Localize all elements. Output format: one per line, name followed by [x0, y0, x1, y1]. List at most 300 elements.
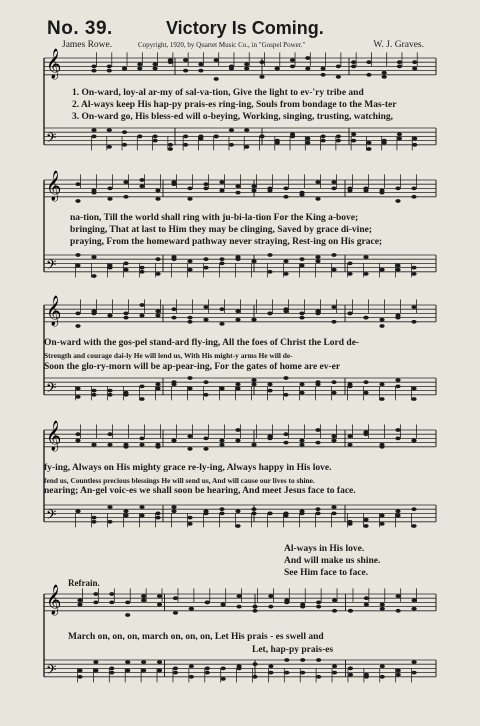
note-head: [141, 598, 146, 602]
note-head: [379, 514, 384, 518]
note-head: [203, 318, 208, 322]
note-head: [107, 389, 112, 393]
note-head: [107, 145, 112, 149]
note-head: [336, 139, 341, 143]
note-head: [155, 512, 160, 516]
note-head: [139, 397, 144, 401]
note-head: [363, 432, 368, 436]
refrain-label: Refrain.: [68, 578, 100, 588]
lyric-line-s4-v3: nearing; An-gel voic-es we shall soon be hearing, And meet Jesus face to face.: [44, 486, 356, 496]
note-head: [236, 605, 241, 609]
note-head: [157, 669, 162, 673]
note-head: [380, 607, 385, 611]
note-head: [380, 675, 385, 679]
note-head: [219, 322, 224, 326]
note-head: [331, 434, 336, 438]
note-head: [173, 671, 178, 675]
note-head: [189, 664, 194, 668]
treble-clef-icon: 𝄞: [46, 585, 62, 615]
note-head: [267, 382, 272, 386]
note-head: [316, 675, 321, 679]
note-head: [348, 673, 353, 677]
note-head: [332, 664, 337, 668]
note-head: [155, 445, 160, 449]
note-head: [299, 439, 304, 443]
note-head: [109, 601, 114, 605]
echo-lyric-v2: And will make us shine.: [284, 556, 381, 566]
note-head: [155, 197, 160, 201]
note-head: [229, 67, 234, 71]
note-head: [155, 309, 160, 313]
note-head: [251, 184, 256, 188]
note-head: [251, 378, 256, 382]
note-head: [123, 312, 128, 316]
note-head: [379, 445, 384, 449]
note-head: [316, 658, 321, 662]
note-head: [316, 605, 321, 609]
note-head: [290, 132, 295, 136]
note-head: [320, 139, 325, 143]
lyric-line-s3-v1: On-ward with the gos-pel stand-ard fly-ing, All the foes of Christ the Lord de-: [44, 338, 360, 348]
note-head: [364, 675, 369, 679]
bass-clef-icon: 𝄢: [46, 662, 57, 681]
note-head: [107, 314, 112, 318]
note-head: [107, 65, 112, 69]
note-head: [109, 592, 114, 596]
note-head: [283, 187, 288, 191]
note-head: [268, 594, 273, 598]
note-head: [75, 509, 80, 513]
note-head: [183, 143, 188, 147]
note-head: [91, 443, 96, 447]
note-head: [91, 255, 96, 259]
lyric-line-s1-v2: 2. Al-ways keep His hap-py prais-es ring-ing, Souls from bondage to the Mas-ter: [72, 100, 397, 110]
refrain-lyric-2: Let, hap-py prais-es: [252, 645, 334, 655]
note-head: [411, 507, 416, 511]
note-head: [137, 62, 142, 66]
note-head: [259, 135, 264, 139]
note-head: [155, 189, 160, 193]
note-head: [252, 605, 257, 609]
note-head: [348, 609, 353, 613]
note-head: [75, 387, 80, 391]
note-head: [382, 71, 387, 75]
note-head: [395, 264, 400, 268]
note-head: [203, 305, 208, 309]
note-head: [235, 428, 240, 432]
note-head: [299, 316, 304, 320]
note-head: [268, 671, 273, 675]
note-head: [267, 434, 272, 438]
note-head: [299, 264, 304, 268]
note-head: [235, 309, 240, 313]
note-head: [382, 75, 387, 79]
note-head: [252, 662, 257, 666]
note-head: [305, 67, 310, 71]
note-head: [125, 613, 130, 617]
note-head: [299, 193, 304, 197]
note-head: [366, 73, 371, 77]
note-head: [315, 197, 320, 201]
note-head: [336, 135, 341, 139]
note-head: [77, 675, 82, 679]
note-head: [395, 378, 400, 382]
note-head: [412, 143, 417, 147]
note-head: [305, 137, 310, 141]
note-head: [351, 139, 356, 143]
note-head: [315, 255, 320, 259]
note-head: [411, 195, 416, 199]
hymn-number: No. 39.: [47, 18, 113, 39]
note-head: [203, 380, 208, 384]
note-head: [219, 439, 224, 443]
note-head: [347, 522, 352, 526]
note-head: [91, 191, 96, 195]
note-head: [123, 180, 128, 184]
note-head: [244, 145, 249, 149]
note-head: [397, 132, 402, 136]
note-head: [203, 257, 208, 261]
note-head: [347, 434, 352, 438]
note-head: [139, 437, 144, 441]
note-head: [77, 603, 82, 607]
note-head: [198, 135, 203, 139]
note-head: [219, 443, 224, 447]
echo-lyric-v1: Al-ways in His love.: [284, 544, 365, 554]
note-head: [363, 272, 368, 276]
note-head: [109, 671, 114, 675]
note-head: [198, 62, 203, 66]
note-head: [395, 509, 400, 513]
note-head: [395, 514, 400, 518]
note-head: [203, 509, 208, 513]
note-head: [93, 660, 98, 664]
note-head: [299, 257, 304, 261]
note-head: [235, 439, 240, 443]
note-head: [123, 393, 128, 397]
lyric-line-s3-v2: Strength and courage dai-ly He will lend us, With His might-y arms He will de-: [44, 351, 293, 360]
note-head: [275, 67, 280, 71]
note-head: [283, 393, 288, 397]
note-head: [251, 259, 256, 263]
note-head: [93, 601, 98, 605]
note-head: [315, 428, 320, 432]
note-head: [187, 320, 192, 324]
note-head: [139, 314, 144, 318]
note-head: [139, 270, 144, 274]
note-head: [107, 505, 112, 509]
note-head: [299, 382, 304, 386]
note-head: [187, 516, 192, 520]
note-head: [235, 387, 240, 391]
note-head: [125, 601, 130, 605]
note-head: [363, 189, 368, 193]
note-head: [411, 387, 416, 391]
note-head: [331, 505, 336, 509]
note-head: [363, 380, 368, 384]
note-head: [331, 305, 336, 309]
note-head: [331, 180, 336, 184]
note-head: [397, 137, 402, 141]
note-head: [316, 601, 321, 605]
note-head: [171, 316, 176, 320]
note-head: [75, 199, 80, 203]
note-head: [93, 592, 98, 596]
echo-lyric-v3: See Him face to face.: [284, 568, 369, 578]
composer: W. J. Graves.: [373, 40, 424, 50]
note-head: [139, 266, 144, 270]
note-head: [91, 520, 96, 524]
note-head: [91, 309, 96, 313]
note-head: [267, 253, 272, 257]
note-head: [171, 380, 176, 384]
note-head: [395, 187, 400, 191]
note-head: [137, 67, 142, 71]
note-head: [283, 441, 288, 445]
note-head: [107, 393, 112, 397]
note-head: [173, 596, 178, 600]
note-head: [221, 677, 226, 681]
note-head: [235, 257, 240, 261]
note-head: [107, 128, 112, 132]
note-head: [123, 316, 128, 320]
note-head: [347, 272, 352, 276]
note-head: [152, 139, 157, 143]
note-head: [91, 274, 96, 278]
note-head: [107, 432, 112, 436]
note-head: [396, 673, 401, 677]
note-head: [283, 259, 288, 263]
note-head: [141, 660, 146, 664]
note-head: [183, 58, 188, 62]
note-head: [284, 658, 289, 662]
note-head: [75, 432, 80, 436]
note-head: [91, 135, 96, 139]
note-head: [364, 596, 369, 600]
lyric-line-s3-v3: Soon the glo-ry-morn will be ap-pear-ing, For the gates of home are ev-er: [44, 362, 341, 372]
note-head: [123, 509, 128, 513]
note-head: [235, 184, 240, 188]
bass-clef-icon: 𝄢: [46, 507, 57, 526]
note-head: [379, 318, 384, 322]
note-head: [75, 253, 80, 257]
note-head: [331, 268, 336, 272]
note-head: [380, 603, 385, 607]
note-head: [305, 141, 310, 145]
note-head: [348, 667, 353, 671]
note-head: [187, 522, 192, 526]
note-head: [171, 509, 176, 513]
note-head: [332, 609, 337, 613]
note-head: [139, 385, 144, 389]
note-head: [235, 382, 240, 386]
lyric-line-s4-v2: fend us, Countless precious blessings He will send us, And will cause our lives to shine.: [44, 476, 315, 485]
lyric-line-s4-v1: fy-ing, Always on His mighty grace re-ly-ing, Always happy in His love.: [44, 463, 332, 473]
note-head: [366, 147, 371, 151]
note-head: [315, 441, 320, 445]
note-head: [268, 664, 273, 668]
note-head: [152, 67, 157, 71]
note-head: [157, 660, 162, 664]
note-head: [91, 389, 96, 393]
note-head: [107, 520, 112, 524]
note-head: [284, 601, 289, 605]
note-head: [366, 141, 371, 145]
note-head: [189, 607, 194, 611]
refrain-lyric-1: March on, on, on, march on, on, on, Let His prais - es swell and: [68, 632, 324, 642]
note-head: [235, 509, 240, 513]
note-head: [171, 257, 176, 261]
note-head: [187, 387, 192, 391]
note-head: [123, 443, 128, 447]
note-head: [267, 312, 272, 316]
note-head: [171, 439, 176, 443]
note-head: [122, 130, 127, 134]
note-head: [198, 69, 203, 73]
note-head: [187, 197, 192, 201]
note-head: [363, 518, 368, 522]
note-head: [363, 391, 368, 395]
note-head: [187, 447, 192, 451]
note-head: [244, 67, 249, 71]
note-head: [299, 391, 304, 395]
note-head: [107, 187, 112, 191]
note-head: [219, 307, 224, 311]
note-head: [299, 443, 304, 447]
note-head: [364, 603, 369, 607]
note-head: [267, 512, 272, 516]
treble-clef-icon: 𝄞: [46, 171, 62, 201]
note-head: [300, 658, 305, 662]
note-head: [347, 312, 352, 316]
note-head: [107, 197, 112, 201]
note-head: [331, 391, 336, 395]
note-head: [251, 189, 256, 193]
note-head: [267, 189, 272, 193]
note-head: [171, 505, 176, 509]
note-head: [251, 318, 256, 322]
note-head: [219, 512, 224, 516]
note-head: [315, 512, 320, 516]
note-head: [221, 667, 226, 671]
treble-clef-icon: 𝄞: [46, 49, 62, 79]
note-head: [235, 318, 240, 322]
note-head: [315, 507, 320, 511]
note-head: [351, 132, 356, 136]
note-head: [75, 182, 80, 186]
note-head: [109, 667, 114, 671]
note-head: [122, 67, 127, 71]
note-head: [366, 60, 371, 64]
note-head: [187, 434, 192, 438]
note-head: [171, 182, 176, 186]
note-head: [380, 664, 385, 668]
note-head: [75, 439, 80, 443]
note-head: [315, 259, 320, 263]
note-head: [331, 512, 336, 516]
note-head: [332, 671, 337, 675]
note-head: [219, 189, 224, 193]
note-head: [155, 516, 160, 520]
note-head: [379, 268, 384, 272]
note-head: [75, 264, 80, 268]
lyricist: James Rowe.: [62, 40, 113, 50]
note-head: [152, 135, 157, 139]
note-head: [252, 675, 257, 679]
note-head: [168, 143, 173, 147]
note-head: [397, 60, 402, 64]
bass-clef-icon: 𝄢: [46, 130, 57, 149]
note-head: [283, 195, 288, 199]
note-head: [251, 512, 256, 516]
note-head: [379, 191, 384, 195]
note-head: [315, 180, 320, 184]
note-head: [139, 505, 144, 509]
note-head: [320, 73, 325, 77]
hymn-title: Victory Is Coming.: [166, 18, 324, 38]
note-head: [152, 62, 157, 66]
treble-clef-icon: 𝄞: [46, 421, 62, 451]
note-head: [171, 307, 176, 311]
note-head: [411, 272, 416, 276]
note-head: [235, 524, 240, 528]
note-head: [187, 316, 192, 320]
note-head: [411, 524, 416, 528]
note-head: [203, 437, 208, 441]
lyric-line-s1-v3: 3. On-ward go, His bless-ed will o-beying, Working, singing, trusting, watching,: [72, 112, 394, 122]
note-head: [123, 268, 128, 272]
note-head: [299, 312, 304, 316]
note-head: [91, 516, 96, 520]
note-head: [315, 312, 320, 316]
note-head: [336, 75, 341, 79]
note-head: [331, 320, 336, 324]
note-head: [396, 609, 401, 613]
note-head: [183, 69, 188, 73]
note-head: [187, 376, 192, 380]
note-head: [168, 60, 173, 64]
note-head: [173, 611, 178, 615]
note-head: [75, 324, 80, 328]
note-head: [139, 178, 144, 182]
note-head: [331, 439, 336, 443]
note-head: [75, 312, 80, 316]
note-head: [236, 667, 241, 671]
note-head: [205, 671, 210, 675]
note-head: [412, 60, 417, 64]
note-head: [155, 382, 160, 386]
note-head: [107, 266, 112, 270]
note-head: [229, 143, 234, 147]
lyric-line-s2-v3: praying, From the homeward pathway never straying, Rest-ing on His grace;: [70, 237, 383, 247]
copyright-notice: Copyright, 1920, by Quartet Music Co., in "Gospel Power.": [138, 41, 306, 49]
note-head: [382, 141, 387, 145]
note-head: [203, 447, 208, 451]
note-head: [219, 387, 224, 391]
note-head: [139, 443, 144, 447]
note-head: [363, 255, 368, 259]
note-head: [187, 187, 192, 191]
note-head: [137, 135, 142, 139]
note-head: [141, 669, 146, 673]
note-head: [331, 380, 336, 384]
note-head: [139, 184, 144, 188]
treble-clef-icon: 𝄞: [46, 296, 62, 326]
note-head: [284, 671, 289, 675]
note-head: [203, 182, 208, 186]
note-head: [283, 432, 288, 436]
note-head: [347, 189, 352, 193]
